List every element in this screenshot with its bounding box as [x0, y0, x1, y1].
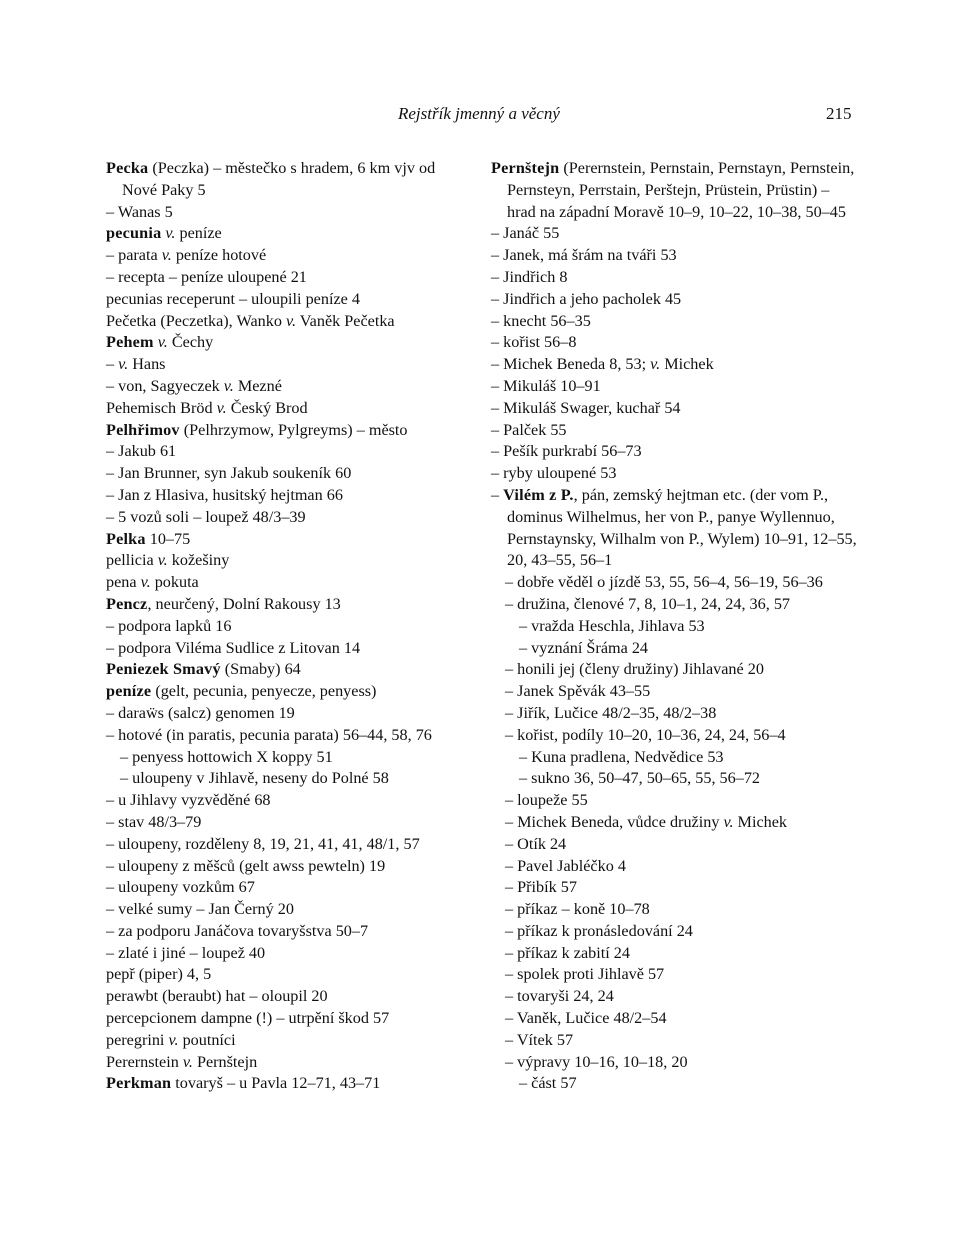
index-entry	[106, 594, 466, 616]
index-column-right	[491, 158, 861, 1095]
index-entry	[106, 507, 466, 529]
index-entry	[491, 964, 861, 986]
entry-text: –	[491, 485, 504, 504]
index-entry	[106, 267, 466, 289]
entry-text: – Jakub 61	[106, 442, 177, 461]
entry-text: – sukno 36, 50–47, 50–65, 55, 56–72	[519, 769, 761, 788]
index-entry	[491, 790, 861, 812]
entry-text: – Janek, má šrám na tváři 53	[491, 246, 677, 265]
index-entry	[491, 463, 861, 485]
headword: peníze	[106, 682, 152, 701]
entry-text: – podpora Viléma Sudlice z Litovan 14	[106, 638, 361, 657]
index-entry	[106, 420, 466, 442]
entry-text: – Vaněk, Lučice 48/2–54	[505, 1009, 667, 1028]
index-entry	[491, 681, 861, 703]
index-entry	[491, 725, 861, 747]
index-entry	[106, 550, 466, 572]
entry-text: – recepta – peníze uloupené 21	[106, 267, 307, 286]
page-number: 215	[826, 104, 852, 123]
headword: Peniezek Smavý	[106, 660, 221, 679]
index-entry	[106, 768, 466, 790]
index-entry	[491, 1008, 861, 1030]
entry-text: – Vítek 57	[505, 1030, 574, 1049]
entry-text: Čechy	[167, 333, 214, 352]
headword: Pencz	[106, 594, 148, 613]
index-entry	[106, 202, 466, 224]
index-entry	[106, 899, 466, 921]
cross-reference-marker: v.	[165, 224, 176, 243]
entry-text: Michek	[660, 355, 714, 374]
index-entry	[106, 223, 466, 245]
index-entry	[106, 834, 466, 856]
index-entry	[106, 616, 466, 638]
entry-text: – uloupeny, rozděleny 8, 19, 21, 41, 41, 48/1, 57	[106, 834, 420, 853]
index-entry	[106, 943, 466, 965]
entry-text: – loupeže 55	[505, 791, 588, 810]
index-entry	[491, 812, 861, 834]
index-entry	[106, 245, 466, 267]
entry-text: Český Brod	[226, 398, 308, 417]
entry-text: – parata	[106, 246, 162, 265]
index-entry	[491, 1052, 861, 1074]
index-entry	[106, 1008, 466, 1030]
entry-text: – Mikuláš Swager, kuchař 54	[491, 398, 681, 417]
index-entry	[491, 768, 861, 790]
entry-text: – Palček 55	[491, 420, 567, 439]
entry-text: – příkaz – koně 10–78	[505, 900, 650, 919]
index-entry	[106, 921, 466, 943]
entry-text: – Michek Beneda 8, 53;	[491, 355, 651, 374]
entry-text: –	[106, 355, 119, 374]
entry-text: – Jiřík, Lučice 48/2–35, 48/2–38	[505, 703, 717, 722]
entry-text: percepcionem dampne (!) – utrpění škod 57	[106, 1009, 390, 1028]
entry-text: – vyznání Šráma 24	[519, 638, 649, 657]
headword: pecunia	[106, 224, 162, 243]
index-entry	[491, 877, 861, 899]
entry-text: – dobře věděl o jízdě 53, 55, 56–4, 56–19, 56–36	[505, 573, 823, 592]
index-entry	[491, 572, 861, 594]
index-entry	[106, 790, 466, 812]
entry-text: pokuta	[150, 573, 199, 592]
entry-text: – stav 48/3–79	[106, 812, 202, 831]
entry-text: – Otík 24	[505, 834, 567, 853]
entry-text: – za podporu Janáčova tovaryšstva 50–7	[106, 921, 369, 940]
index-entry	[491, 921, 861, 943]
entry-text: Michek	[733, 812, 787, 831]
index-entry	[106, 964, 466, 986]
index-entry	[491, 485, 861, 572]
entry-text: – spolek proti Jihlavě 57	[505, 965, 665, 984]
index-entry	[491, 594, 861, 616]
entry-text: – vražda Heschla, Jihlava 53	[519, 616, 705, 635]
index-entry	[491, 943, 861, 965]
cross-reference-marker: v.	[157, 551, 168, 570]
cross-reference-marker: v.	[157, 333, 168, 352]
index-entry	[491, 703, 861, 725]
entry-text: – daraẅs (salcz) genomen 19	[106, 703, 295, 722]
entry-text: – Kuna pradlena, Nedvědice 53	[519, 747, 724, 766]
index-entry	[106, 289, 466, 311]
index-entry	[106, 986, 466, 1008]
entry-text: – Wanas 5	[106, 202, 173, 221]
index-entry	[106, 1030, 466, 1052]
entry-text: – von, Sagyeczek	[106, 376, 224, 395]
headword: Pelka	[106, 529, 146, 548]
entry-text: – Jindřich a jeho pacholek 45	[491, 289, 682, 308]
entry-text: , neurčený, Dolní Rakousy 13	[147, 594, 341, 613]
entry-text: peregrini	[106, 1030, 169, 1049]
index-entry	[106, 463, 466, 485]
cross-reference-marker: v.	[650, 355, 661, 374]
index-entry	[106, 725, 466, 747]
entry-text: – tovaryši 24, 24	[505, 987, 614, 1006]
entry-text: peníze	[175, 224, 222, 243]
entry-text: pellicia	[106, 551, 158, 570]
index-entry	[491, 441, 861, 463]
entry-text: Pehemisch Bröd	[106, 398, 217, 417]
index-entry	[491, 398, 861, 420]
entry-text: – příkaz k pronásledování 24	[505, 921, 693, 940]
entry-text: Mezné	[233, 376, 282, 395]
page-header	[0, 104, 960, 130]
entry-text: – penyess hottowich X koppy 51	[120, 747, 333, 766]
entry-text: – družina, členové 7, 8, 10–1, 24, 24, 36, 57	[505, 594, 791, 613]
index-entry	[106, 485, 466, 507]
entry-text: – u Jihlavy vyzvěděné 68	[106, 791, 271, 810]
entry-text: – honili jej (členy družiny) Jihlavané 20	[505, 660, 764, 679]
index-entry	[106, 856, 466, 878]
index-entry	[106, 747, 466, 769]
entry-text: tovaryš – u Pavla 12–71, 43–71	[171, 1074, 381, 1093]
index-entry	[106, 1052, 466, 1074]
index-entry	[491, 267, 861, 289]
index-entry	[491, 1073, 861, 1095]
entry-text: – kořist 56–8	[491, 333, 577, 352]
entry-text: Pernštejn	[192, 1052, 258, 1071]
index-entry	[491, 311, 861, 333]
index-entry	[106, 529, 466, 551]
entry-text: – Janáč 55	[491, 224, 560, 243]
index-entry	[491, 856, 861, 878]
index-entry	[491, 747, 861, 769]
index-entry	[106, 311, 466, 333]
index-entry	[106, 638, 466, 660]
entry-text: – 5 vozů soli – loupež 48/3–39	[106, 507, 306, 526]
index-entry	[106, 441, 466, 463]
headword: Pecka	[106, 159, 149, 177]
index-entry	[491, 245, 861, 267]
entry-text: Pečetka (Peczetka), Wanko	[106, 311, 286, 330]
entry-text: 10–75	[145, 529, 191, 548]
index-entry	[491, 420, 861, 442]
index-entry	[491, 223, 861, 245]
entry-text: (gelt, pecunia, penyecze, penyess)	[151, 682, 377, 701]
entry-text: Vaněk Pečetka	[296, 311, 395, 330]
headword: Pernštejn	[491, 159, 560, 177]
cross-reference-marker: v.	[168, 1030, 179, 1049]
entry-text: – knecht 56–35	[491, 311, 591, 330]
entry-text: – Pešík purkrabí 56–73	[491, 442, 642, 461]
entry-text: – Jan z Hlasiva, husitský hejtman 66	[106, 485, 343, 504]
index-entry	[491, 289, 861, 311]
entry-text: – Jindřich 8	[491, 267, 568, 286]
cross-reference-marker: v.	[216, 398, 227, 417]
entry-text: perawbt (beraubt) hat – oloupil 20	[106, 987, 328, 1006]
index-entry	[491, 332, 861, 354]
entry-text: (Smaby) 64	[220, 660, 301, 679]
entry-text: – ryby uloupené 53	[491, 464, 617, 483]
cross-reference-marker: v.	[118, 355, 129, 374]
index-entry	[106, 703, 466, 725]
headword: Pehem	[106, 333, 154, 352]
cross-reference-marker: v.	[161, 246, 172, 265]
index-entry	[491, 376, 861, 398]
cross-reference-marker: v.	[285, 311, 297, 330]
entry-text: – Michek Beneda, vůdce družiny	[505, 812, 724, 831]
headword: Perkman	[106, 1074, 172, 1093]
index-entry	[491, 659, 861, 681]
cross-reference-marker: v.	[223, 376, 234, 395]
index-entry	[106, 332, 466, 354]
index-entry	[491, 158, 861, 223]
entry-text: peníze hotové	[171, 246, 267, 265]
index-entry	[491, 616, 861, 638]
index-entry	[491, 638, 861, 660]
index-entry	[106, 572, 466, 594]
index-entry	[491, 899, 861, 921]
index-entry	[106, 398, 466, 420]
cross-reference-marker: v.	[182, 1052, 193, 1071]
index-entry	[491, 986, 861, 1008]
entry-text: – Přibík 57	[505, 878, 577, 897]
cross-reference-marker: v.	[140, 573, 151, 592]
entry-text: – uloupeny v Jihlavě, neseny do Polné 58	[120, 769, 389, 788]
entry-text: (Peczka) – městečko s hradem, 6 km vjv od Nové Paky 5	[122, 159, 436, 199]
entry-text: , pán, zemský hejtman etc. (der vom P., dominus Wilhelmus, her von P., panye Wyllennuo, Pernstaynsky, Wilhalm von P., Wylem) 10–91, 12–55, 20, 43–55, 56–1	[507, 485, 857, 570]
index-entry	[491, 354, 861, 376]
index-entry	[491, 1030, 861, 1052]
running-title: Rejstřík jmenný a věcný	[398, 104, 560, 123]
index-entry	[106, 681, 466, 703]
entry-text: pepř (piper) 4, 5	[106, 965, 212, 984]
entry-text: – podpora lapků 16	[106, 616, 232, 635]
entry-text: – uloupeny vozkům 67	[106, 878, 255, 897]
entry-text: – část 57	[519, 1074, 577, 1093]
index-entry	[106, 659, 466, 681]
headword: Pelhřimov	[106, 420, 180, 439]
entry-text: – Pavel Jabléčko 4	[505, 856, 626, 875]
entry-text: (Pelhrzymow, Pylgreyms) – město	[179, 420, 408, 439]
entry-text: – hotové (in paratis, pecunia parata) 56–44, 58, 76	[106, 725, 432, 744]
index-entry	[491, 834, 861, 856]
entry-text: – Jan Brunner, syn Jakub soukeník 60	[106, 464, 352, 483]
index-entry	[106, 877, 466, 899]
cross-reference-marker: v.	[723, 812, 734, 831]
entry-text: – velké sumy – Jan Černý 20	[106, 900, 294, 919]
index-entry	[106, 158, 466, 202]
entry-text: pena	[106, 573, 141, 592]
entry-text: Hans	[128, 355, 166, 374]
entry-text: – Mikuláš 10–91	[491, 376, 601, 395]
index-entry	[106, 812, 466, 834]
headword: Vilém z P.	[503, 485, 574, 504]
index-column-left	[106, 158, 466, 1095]
entry-text: – příkaz k zabití 24	[505, 943, 630, 962]
entry-text: (Perernstein, Pernstain, Pernstayn, Pernstein, Pernsteyn, Perrstain, Perštejn, Prüstein, Prüstin) – hrad na západní Moravě 10–9, 10–22, 10–38, 50–45	[507, 159, 855, 221]
entry-text: – zlaté i jiné – loupež 40	[106, 943, 266, 962]
entry-text: pecunias receperunt – uloupili peníze 4	[106, 289, 360, 308]
index-entry	[106, 1073, 466, 1095]
entry-text: – Janek Spěvák 43–55	[505, 682, 651, 701]
entry-text: poutníci	[178, 1030, 236, 1049]
index-entry	[106, 354, 466, 376]
entry-text: Perernstein	[106, 1052, 183, 1071]
entry-text: – výpravy 10–16, 10–18, 20	[505, 1052, 688, 1071]
entry-text: – kořist, podíly 10–20, 10–36, 24, 24, 56–4	[505, 725, 786, 744]
entry-text: kožešiny	[167, 551, 230, 570]
index-entry	[106, 376, 466, 398]
entry-text: – uloupeny z měšců (gelt awss pewteln) 19	[106, 856, 386, 875]
